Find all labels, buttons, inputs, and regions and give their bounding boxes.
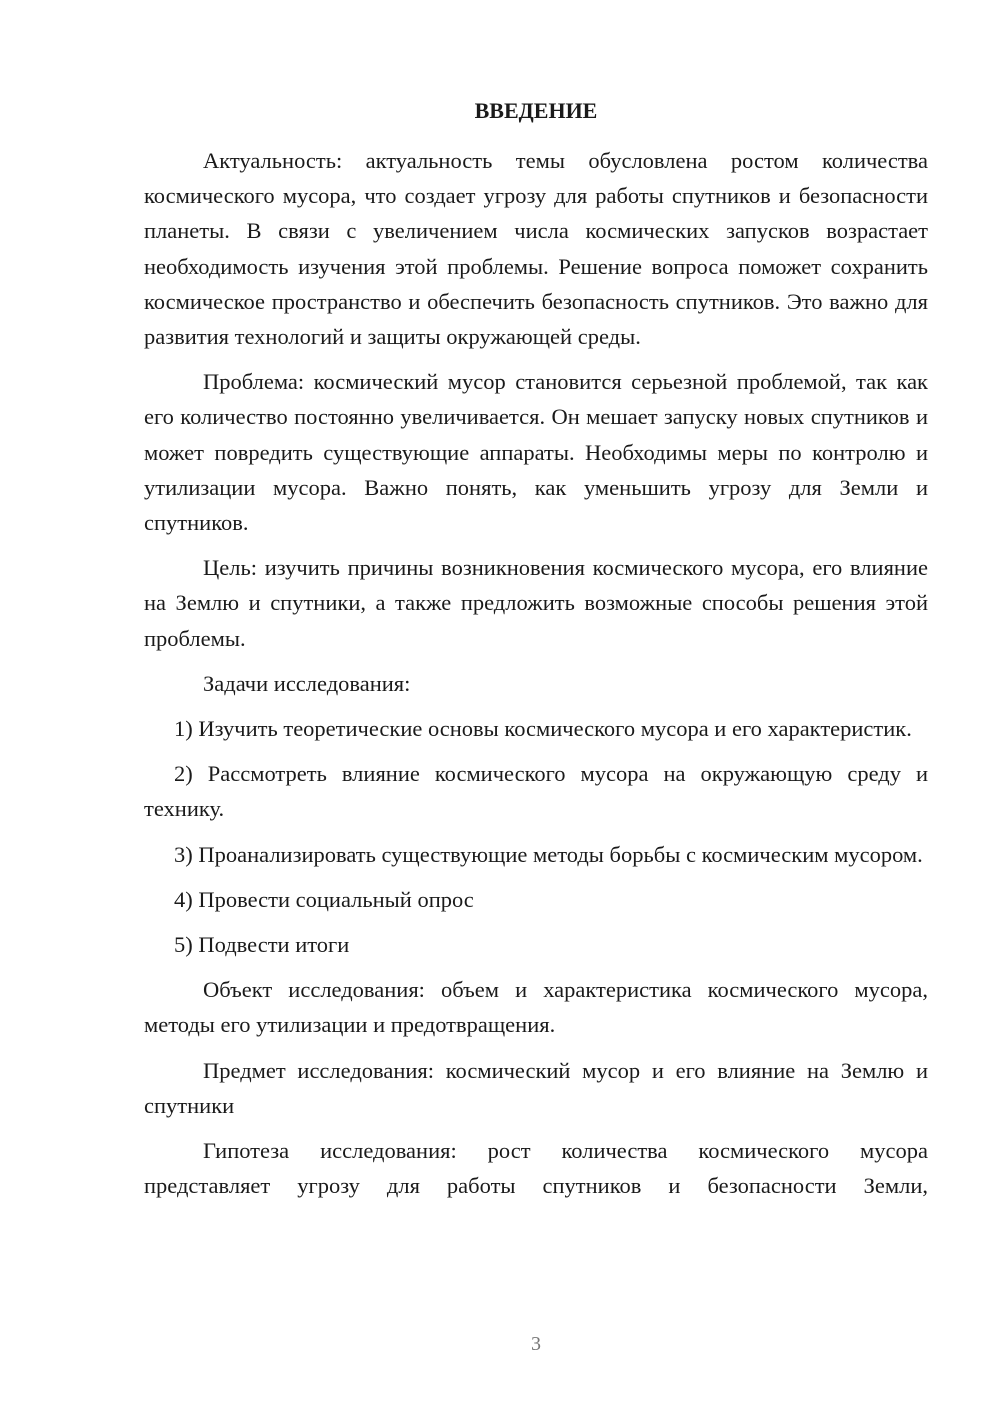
paragraph-object: Объект исследования: объем и характеристика космического мусора, методы его утилизации и предотвращения. [144,977,928,1038]
task-item-1: 1) Изучить теоретические основы космического мусора и его характеристик. [174,716,912,742]
paragraph-problem: Проблема: космический мусор становится серьезной проблемой, так как его количество постоянно увеличивается. Он мешает запуску новых спутников и может повредить существующие аппараты. Необходимы меры по контролю и утилизации мусора. Важно понять, как уменьшить угрозу для Земли и спутников. [144,369,928,536]
paragraph-subject: Предмет исследования: космический мусор и его влияние на Землю и спутники [144,1057,928,1118]
task-item-4: 4) Провести социальный опрос [174,886,474,912]
paragraph-goal: Цель: изучить причины возникновения космического мусора, его влияние на Землю и спутники, а также предложить возможные способы решения этой проблемы. [144,555,928,651]
task-item-5: 5) Подвести итоги [174,932,350,958]
paragraph-tasks-heading: Задачи исследования: [203,670,411,696]
task-item-3: 3) Проанализировать существующие методы борьбы с космическим мусором. [174,841,923,867]
page-number: 3 [531,1333,541,1355]
document-page [144,93,928,1213]
section-title: ВВЕДЕНИЕ [474,98,598,123]
paragraph-relevance: Актуальность: актуальность темы обусловлена ростом количества космического мусора, что создает угрозу для работы спутников и безопасности планеты. В связи с увеличением числа космических запусков возрастает необходимость изучения этой проблемы. Решение вопроса поможет сохранить космическое пространство и обеспечить безопасность спутников. Это важно для развития технологий и защиты окружающей среды. [144,148,928,350]
paragraph-hypothesis: Гипотеза исследования: рост количества космического мусора представляет угрозу для работы спутников и безопасности Земли, [144,1138,928,1199]
task-item-2: 2) Рассмотреть влияние космического мусора на окружающую среду и технику. [144,761,928,822]
